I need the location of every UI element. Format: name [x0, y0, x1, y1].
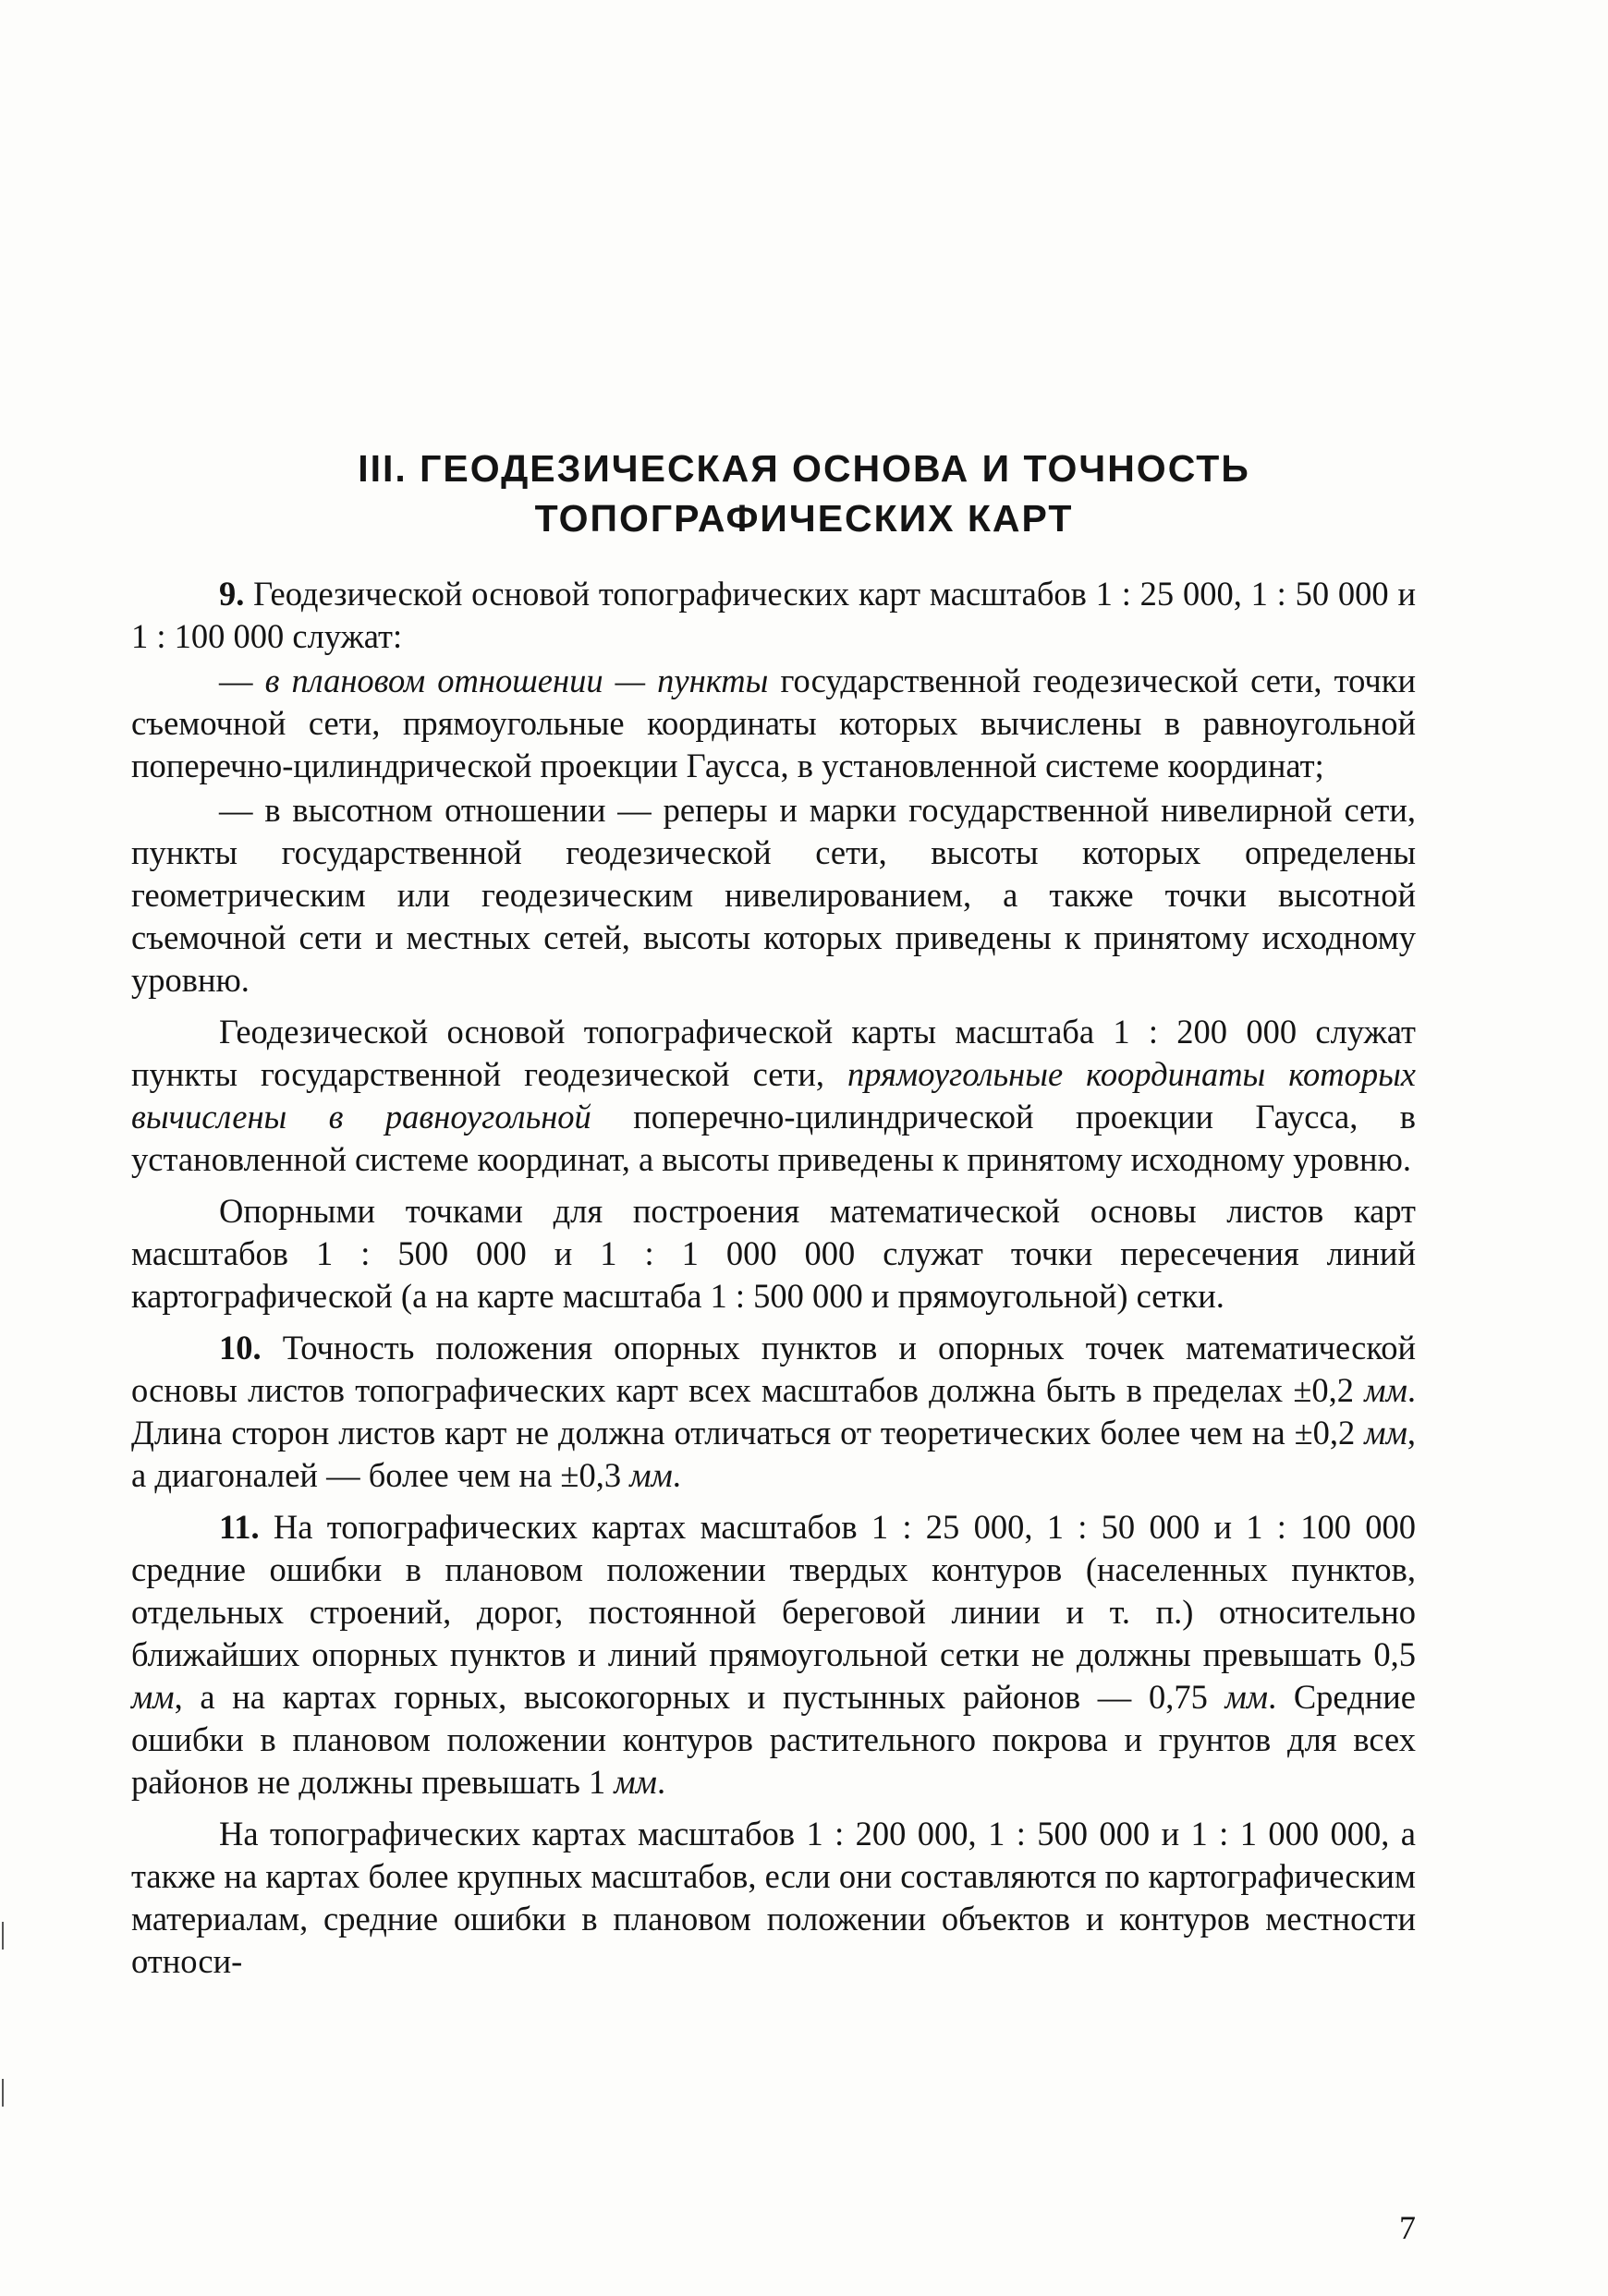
unit-mm: мм — [629, 1456, 673, 1494]
dash: — — [219, 662, 265, 699]
scan-edge-mark — [2, 2079, 4, 2107]
paragraph-text: государственной геодезической сети, точки съемочной сети, прямоугольные координаты которых вычислены в равноугольной поперечно-цилиндрической проекции Гаусса, в установленной системе координат; — [131, 662, 1417, 784]
paragraph-number: 11. — [219, 1508, 260, 1546]
paragraph-11 — [131, 1506, 1416, 1804]
unit-mm: мм — [131, 1678, 175, 1716]
chapter-title — [129, 443, 1479, 543]
paragraph-text: Геодезической основой топографической карты масштаба 1 : 200 000 служат пункты государственной геодезической сети, — [131, 1013, 1416, 1093]
unit-mm: мм — [614, 1763, 657, 1801]
paragraph-text: . Средние ошибки в плановом положении контуров растительного покрова и грунтов для всех районов не должны превышать 1 — [131, 1678, 1416, 1801]
paragraph-text: Геодезической основой топографических карт масштабов 1 : 25 000, 1 : 50 000 и 1 : 100 000 служат: — [131, 575, 1416, 655]
paragraph-small-scales: На топографических картах масштабов 1 : 200 000, 1 : 500 000 и 1 : 1 000 000, а также на картах более крупных масштабов, если они составляются по картографическим материалам, средние ошибки в плановом положении объектов и контуров местности относи- — [131, 1815, 1416, 1980]
unit-mm: мм — [1364, 1414, 1407, 1452]
paragraph-height-basis: — в высотном отношении — реперы и марки государственной нивелирной сети, пункты государственной геодезической сети, высоты которых определены геометрическим или геодезическим нивелированием, а также точки высотной съемочной сети и местных сетей, высоты которых приведены к принятому исходному уровню. — [131, 791, 1416, 999]
paragraph-text: , а диагоналей — более чем на ±0,3 — [131, 1414, 1416, 1494]
italic-text: прямоугольные координаты которых вычислены в равноугольной — [131, 1055, 1416, 1136]
paragraph-text: Точность положения опорных пунктов и опорных точек математической основы листов топографических карт всех масштабов должна быть в пределах ±0,2 — [131, 1329, 1416, 1409]
paragraph-scale-200000 — [131, 1011, 1416, 1181]
paragraph-10 — [131, 1327, 1416, 1497]
page-number: 7 — [1399, 2209, 1416, 2246]
paragraph-text: , а на картах горных, высокогорных и пустынных районов — 0,75 — [174, 1678, 1225, 1716]
paragraph-number: 9. — [219, 575, 245, 613]
paragraph-number: 10. — [219, 1329, 262, 1367]
chapter-title-line-1: III. ГЕОДЕЗИЧЕСКАЯ ОСНОВА И ТОЧНОСТЬ — [358, 447, 1250, 490]
document-body — [131, 573, 1416, 1983]
paragraph-text: . Длина сторон листов карт не должна отличаться от теоретических более чем на ±0,2 — [131, 1371, 1416, 1452]
unit-mm: мм — [1224, 1678, 1269, 1716]
paragraph-9 — [131, 573, 1416, 658]
paragraph-text: . — [672, 1456, 681, 1494]
paragraph-text: На топографических картах масштабов 1 : 25 000, 1 : 50 000 и 1 : 100 000 средние ошибки в плановом положении твердых контуров (населенных пунктов, отдельных строений, дорог, постоянной береговой линии и т. п.) относительно ближайших опорных пунктов и линий прямоугольной сетки не должны превышать 0,5 — [131, 1508, 1416, 1673]
paragraph-text: . — [656, 1763, 666, 1801]
unit-mm: мм — [1364, 1371, 1407, 1409]
chapter-title-line-2: ТОПОГРАФИЧЕСКИХ КАРТ — [534, 497, 1074, 540]
scan-edge-mark — [2, 1922, 4, 1950]
italic-text: в плановом отношении — пункты — [264, 662, 769, 699]
paragraph-text: поперечно-цилиндрической проекции Гаусса, в установленной системе координат, а высоты приведены к принятому исходному уровню. — [131, 1098, 1416, 1178]
paragraph-planimetric-basis — [131, 660, 1416, 787]
paragraph-reference-points: Опорными точками для построения математической основы листов карт масштабов 1 : 500 000 и 1 : 1 000 000 служат точки пересечения линий картографической (а на карте масштаба 1 : 500 000 и прямоугольной) сетки. — [131, 1192, 1416, 1315]
